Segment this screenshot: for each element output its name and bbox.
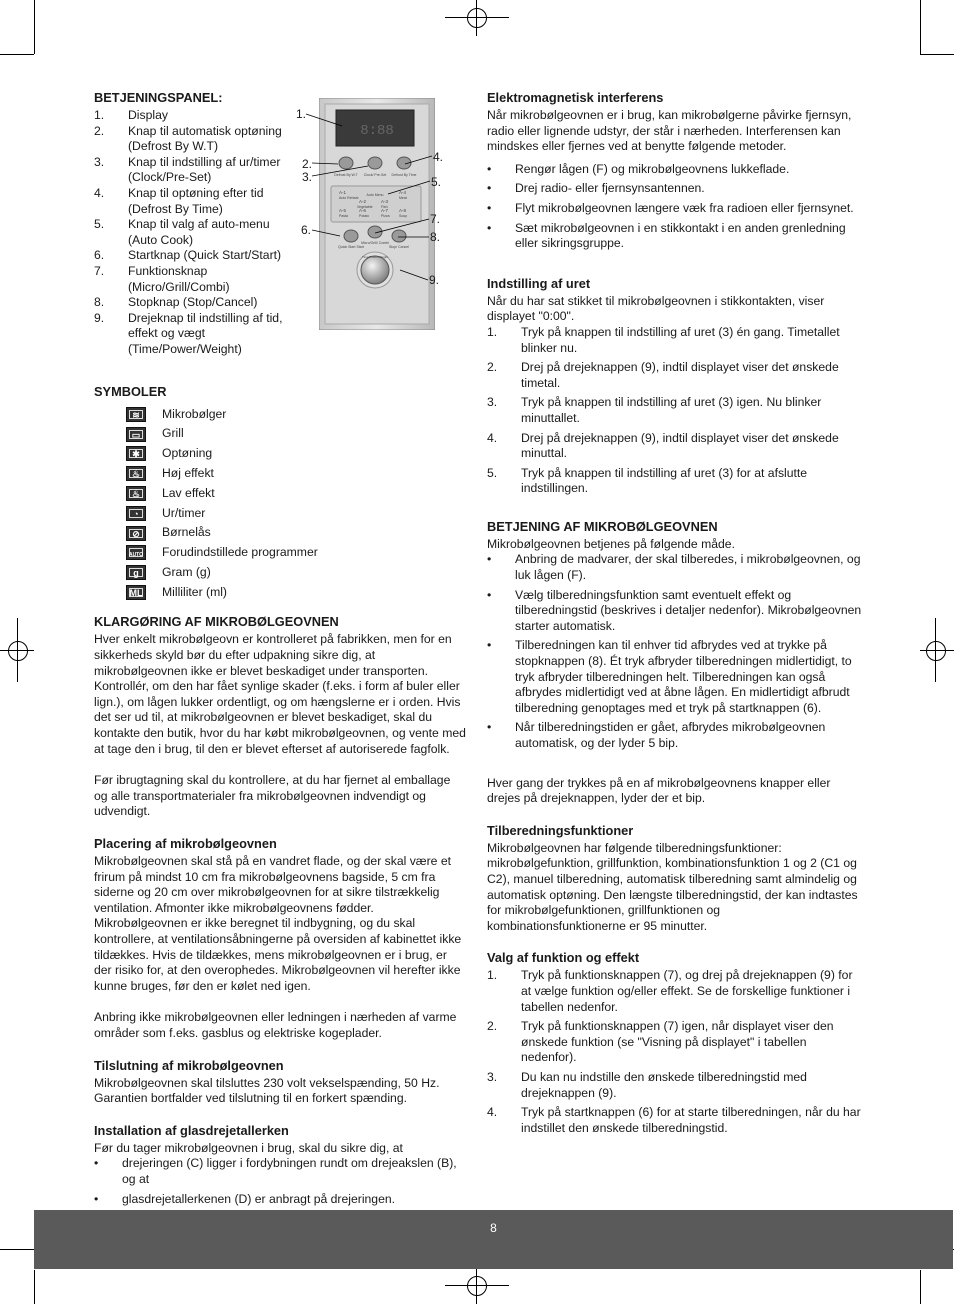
item-number: 1. bbox=[487, 968, 498, 983]
item-text: Tryk på knappen til indstilling af uret (3) igen. Nu blinker minuttallet. bbox=[521, 395, 822, 425]
item-number: 4. bbox=[487, 430, 498, 445]
item-text: Knap til valg af auto-menu (Auto Cook) bbox=[128, 217, 270, 247]
crop-mark bbox=[920, 0, 921, 54]
operate-list bbox=[487, 552, 862, 751]
auto-cook-icon: AUTO bbox=[126, 545, 146, 560]
list-item bbox=[94, 108, 299, 124]
subsection-title: Elektromagnetisk interferens bbox=[487, 90, 664, 105]
item-number: 8. bbox=[94, 295, 105, 310]
list-item bbox=[94, 311, 299, 358]
item-text: Knap til indstilling af ur/timer (Clock/Pre-Set) bbox=[128, 154, 281, 185]
subsection-title: Indstilling af uret bbox=[487, 275, 591, 291]
item-number: 1. bbox=[487, 324, 498, 339]
svg-text:A-7: A-7 bbox=[381, 208, 389, 213]
item-text: Drej på drejeknappen (9), indtil displayet viser det ønskede timetal. bbox=[521, 360, 839, 390]
subsection-title: Installation af glasdrejetallerken bbox=[94, 1122, 289, 1138]
list-item bbox=[94, 217, 299, 248]
low-power-icon: ♨ bbox=[126, 486, 146, 501]
symbol-label: Høj effekt bbox=[162, 465, 214, 480]
svg-text:A-4: A-4 bbox=[399, 190, 407, 195]
emi-list bbox=[487, 162, 862, 252]
svg-text:8:88: 8:88 bbox=[360, 123, 394, 139]
list-item bbox=[487, 1070, 862, 1101]
item-text: Tryk på knappen til indstilling af uret (3) én gang. Timetallet blinker nu. bbox=[521, 324, 840, 355]
crop-mark bbox=[17, 618, 18, 682]
symbol-row bbox=[94, 464, 466, 484]
btn-label: Defrost By Time bbox=[391, 173, 417, 177]
list-item bbox=[487, 588, 862, 635]
symbol-row bbox=[94, 444, 466, 464]
list-item bbox=[487, 162, 862, 178]
paragraph: Når du har sat stikket til mikrobølgeovnen i stikkontakten, viser displayet "0:00". bbox=[487, 293, 825, 324]
callout-5: 5. bbox=[431, 175, 442, 189]
item-number: 7. bbox=[94, 263, 105, 278]
crop-mark bbox=[920, 650, 954, 651]
svg-text:Vegetable: Vegetable bbox=[357, 205, 373, 209]
svg-text:Soup: Soup bbox=[399, 214, 408, 218]
callout-8: 8. bbox=[430, 230, 441, 244]
item-text: Display bbox=[128, 108, 168, 122]
list-item bbox=[487, 552, 862, 583]
paragraph: Mikrobølgeovnen har følgende tilberedningsfunktioner: mikrobølgefunktion, grillfunktion, kombinationsfunktion 1 og 2 (C1 og C2), manuel tilberedning, automatisk tilberedning samt almindelig og automatisk optøning. Den længste tilberedningstid, der kan indtastes for mikrobølgefunktionen, grillfunktionen og kombinationsfunktionerne er 95 minutter. bbox=[487, 840, 858, 933]
symbol-label: Forudindstillede programmer bbox=[162, 545, 318, 560]
list-item bbox=[487, 968, 862, 1015]
section-title: BETJENING AF MIKROBØLGEOVNEN bbox=[487, 518, 718, 534]
svg-text:Micro/Grill/ Combi: Micro/Grill/ Combi bbox=[361, 241, 389, 245]
paragraph: Mikrobølgeovnen skal tilsluttes 230 volt vekselspænding, 50 Hz. Garantien bortfalder ved tilslutning til en forkert spænding. bbox=[94, 1075, 440, 1106]
symbol-row bbox=[94, 543, 466, 563]
symbol-label: Grill bbox=[162, 426, 184, 441]
list-item bbox=[487, 325, 862, 356]
crop-mark bbox=[476, 1268, 477, 1304]
item-text: Drej på drejeknappen (9), indtil displayet viser det ønskede minuttal. bbox=[521, 430, 839, 461]
callout-6: 6. bbox=[301, 223, 312, 237]
item-number: 3. bbox=[94, 154, 105, 169]
list-item bbox=[94, 264, 299, 295]
item-text: Rengør lågen (F) og mikrobølgeovnens lukkeflade. bbox=[515, 161, 790, 176]
callout-7: 7. bbox=[430, 212, 441, 226]
item-text: Tryk på knappen til indstilling af uret (3) for at afslutte indstillingen. bbox=[521, 465, 808, 496]
symbol-row bbox=[94, 484, 466, 504]
bullet-icon: • bbox=[487, 220, 492, 235]
symbol-label: Mikrobølger bbox=[162, 406, 227, 421]
symbol-row bbox=[94, 523, 466, 543]
callout-1: 1. bbox=[296, 107, 307, 121]
bullet-icon: • bbox=[487, 720, 492, 735]
panel-list bbox=[94, 108, 299, 358]
page-footer bbox=[34, 1210, 953, 1269]
symbol-row bbox=[94, 503, 466, 523]
item-text: Knap til automatisk optøning (Defrost By W.T) bbox=[128, 123, 282, 154]
install-list bbox=[94, 1156, 466, 1207]
subsection-title: Placering af mikrobølgeovnen bbox=[94, 836, 277, 851]
svg-text:A-5: A-5 bbox=[339, 208, 347, 213]
list-item bbox=[94, 155, 299, 186]
svg-text:Potato: Potato bbox=[359, 214, 370, 218]
bullet-icon: • bbox=[487, 638, 492, 653]
paragraph: Hver gang der trykkes på en af mikrobølgeovnens knapper eller drejes på drejeknappen, lyder der et bip. bbox=[487, 775, 831, 806]
paragraph: Før ibrugtagning skal du kontrollere, at du har fjernet al emballage og alle transportmaterialer fra mikrobølgeovnen indvendigt og udvendigt. bbox=[94, 773, 451, 819]
clock-icon: ◔ bbox=[126, 506, 146, 521]
item-text: Startknap (Quick Start/Start) bbox=[128, 248, 282, 263]
clock-list bbox=[487, 325, 862, 497]
paragraph: Når mikrobølgeovnen er i brug, kan mikrobølgerne påvirke fjernsyn, radio eller lignende udstyr, der står i nærheden. Interferensen kan mindskes eller fjernes ved at benytte følgende metoder. bbox=[487, 108, 852, 154]
microwave-icon: ≋ bbox=[126, 407, 146, 422]
symbol-label: Ur/timer bbox=[162, 505, 206, 520]
right-column bbox=[487, 90, 862, 1140]
item-number: 5. bbox=[487, 465, 498, 480]
crop-mark bbox=[920, 1270, 921, 1304]
btn-label: Clock/ Pre-Set bbox=[363, 173, 387, 177]
item-number: 4. bbox=[487, 1105, 498, 1120]
item-text: Knap til optøning efter tid (Defrost By Time) bbox=[128, 185, 264, 216]
list-item bbox=[487, 201, 862, 217]
choose-list bbox=[487, 968, 862, 1136]
symbol-row bbox=[94, 583, 466, 603]
list-item bbox=[487, 395, 862, 426]
gram-icon: g bbox=[126, 565, 146, 580]
item-text: Sæt mikrobølgeovnen i en stikkontakt i en anden grenledning eller sikringsgruppe. bbox=[515, 220, 846, 251]
svg-text:A-6: A-6 bbox=[359, 208, 367, 213]
item-number: 6. bbox=[94, 248, 105, 263]
symbol-label: Lav effekt bbox=[162, 485, 215, 500]
item-text: Tilberedningen kan til enhver tid afbrydes ved at trykke på stopknappen (8). Ét tryk afbryder tilberedningen midlertidigt, to tryk afbryder tilberedningen helt. Tilberedningen kan også afbrydes midlertidigt ved at åbne lågen. En midlertidigt afbrudt tilberedning genoptages med et tryk på startknappen (6). bbox=[515, 638, 852, 715]
list-item bbox=[94, 124, 299, 155]
item-text: Anbring de madvarer, der skal tilberedes, i mikrobølgeovnen, og luk lågen (F). bbox=[515, 552, 861, 583]
list-item bbox=[94, 186, 299, 217]
section-title: KLARGØRING AF MIKROBØLGEOVNEN bbox=[94, 614, 339, 630]
paragraph: Hver enkelt mikrobølgeovn er kontrolleret på fabrikken, men for en sikkerheds skyld bør du efter udpakning sikre dig, at mikrobølgeovnen ikke er blevet beskadiget under transporten. Kontrollér, om den har fået synlige skader (f.eks. i form af buler eller lign.), om lågen lukker ordentligt, og om hængslerne er i orden. Hvis det ser ud til, at mikrobølgeovnen er blevet beskadiget, skal du kontakte den butik, hvor du har købt mikrobølgeovnen, og vente med at tage den i brug, til den er blevet efterset af autoriserede fagfolk. bbox=[94, 632, 466, 756]
item-number: 2. bbox=[487, 1019, 498, 1034]
paragraph: Mikrobølgeovnen betjenes på følgende måde. bbox=[487, 536, 735, 551]
crop-mark bbox=[0, 1249, 34, 1250]
svg-text:Time/Power/Weight: Time/Power/Weight bbox=[361, 255, 389, 259]
item-number: 1. bbox=[94, 108, 105, 122]
bullet-icon: • bbox=[487, 200, 492, 215]
paragraph: Mikrobølgeovnen skal stå på en vandret flade, og der skal være et frirum på mindst 10 cm fra mikrobølgeovnens bagside, 5 cm fra siderne og 20 cm over mikrobølgeovnen for at sikre tilstrækkelig ventilation. Afmonter ikke mikrobølgeovnens fødder. Mikrobølgeovnen er ikke beregnet til indbygning, og du skal kontrollere, at ventilationsåbningerne på oversiden af kabinettet ikke tildækkes. Hvis de tildækkes, mens mikrobølgeovnen er i brug, er der risiko for, at den overophedes. Mikrobølgeovnen vil herefter ikke kunne bruges, før den er kølet ned igen. bbox=[94, 854, 462, 993]
item-text: Tryk på funktionsknappen (7), og drej på drejeknappen (9) for at vælge funktion og/eller effekt. Se de forskellige funktioner i tabellen nedenfor. bbox=[521, 968, 853, 1014]
svg-text:A-3: A-3 bbox=[381, 199, 389, 204]
symbol-row bbox=[94, 563, 466, 583]
paragraph: Anbring ikke mikrobølgeovnen eller ledningen i nærheden af varme områder som f.eks. gasblus og elektriske kogeplader. bbox=[94, 1010, 457, 1040]
item-text: Stopknap (Stop/Cancel) bbox=[128, 295, 258, 310]
symbol-row bbox=[94, 405, 466, 425]
svg-text:Fish: Fish bbox=[381, 205, 388, 209]
crop-mark bbox=[445, 1285, 509, 1286]
item-text: drejeringen (C) ligger i fordybningen rundt om drejeakslen (B), og at bbox=[122, 1156, 457, 1186]
defrost-icon: ✱ bbox=[126, 446, 146, 461]
registration-mark bbox=[8, 641, 28, 661]
crop-mark bbox=[920, 54, 954, 55]
list-item bbox=[94, 1156, 466, 1187]
crop-mark bbox=[34, 0, 35, 54]
subsection-title: Tilslutning af mikrobølgeovnen bbox=[94, 1057, 284, 1073]
svg-text:Pasta: Pasta bbox=[339, 214, 348, 218]
item-text: Funktionsknap (Micro/Grill/Combi) bbox=[128, 263, 230, 294]
item-number: 5. bbox=[94, 217, 105, 232]
crop-mark bbox=[445, 17, 509, 18]
bullet-icon: • bbox=[94, 1191, 99, 1206]
subsection-title: Valg af funktion og effekt bbox=[487, 950, 640, 966]
item-number: 3. bbox=[487, 395, 498, 410]
registration-mark bbox=[467, 1276, 487, 1296]
list-item bbox=[487, 1105, 862, 1136]
high-power-icon: ♨ bbox=[126, 466, 146, 481]
item-text: Når tilberedningstiden er gået, afbrydes mikrobølgeovnen automatisk, og der lyder 5 bip. bbox=[515, 720, 826, 750]
bullet-icon: • bbox=[487, 552, 492, 567]
list-item bbox=[487, 431, 862, 462]
item-number: 4. bbox=[94, 185, 105, 200]
symbol-list bbox=[94, 405, 466, 603]
crop-mark bbox=[935, 618, 936, 682]
svg-text:Pizza: Pizza bbox=[381, 214, 390, 218]
bullet-icon: • bbox=[94, 1156, 99, 1171]
callout-leader-lines bbox=[290, 100, 450, 300]
item-number: 3. bbox=[487, 1069, 498, 1084]
crop-mark bbox=[34, 1270, 35, 1304]
list-item bbox=[487, 466, 862, 497]
item-text: Drej radio- eller fjernsynsantennen. bbox=[515, 181, 705, 196]
symbol-row bbox=[94, 424, 466, 444]
grill-icon: ▭ bbox=[126, 427, 146, 442]
list-item bbox=[487, 1019, 862, 1066]
svg-text:Stop/ Cancel: Stop/ Cancel bbox=[388, 245, 410, 249]
list-item bbox=[94, 1192, 466, 1208]
svg-text:A-2: A-2 bbox=[359, 199, 367, 204]
registration-mark bbox=[467, 8, 487, 28]
callout-4: 4. bbox=[433, 150, 444, 164]
bullet-icon: • bbox=[487, 181, 492, 196]
svg-text:Meat: Meat bbox=[399, 196, 407, 200]
symbol-label: Milliliter (ml) bbox=[162, 584, 227, 599]
section-title: SYMBOLER bbox=[94, 383, 167, 399]
svg-text:A-1: A-1 bbox=[339, 190, 347, 195]
svg-text:Auto Menu: Auto Menu bbox=[366, 193, 384, 197]
item-text: Du kan nu indstille den ønskede tilberedningstid med drejeknappen (9). bbox=[521, 1069, 807, 1100]
item-number: 2. bbox=[94, 123, 105, 138]
item-text: Tryk på funktionsknappen (7) igen, når displayet viser den ønskede funktion (se "Visning på displayet" i tabellen nedenfor). bbox=[521, 1019, 834, 1065]
paragraph: Før du tager mikrobølgeovnen i brug, skal du sikre dig, at bbox=[94, 1140, 403, 1155]
item-text: Flyt mikrobølgeovnen længere væk fra radioen eller fjernsynet. bbox=[515, 200, 854, 215]
child-lock-icon: ⊘ bbox=[126, 526, 146, 541]
item-text: Tryk på startknappen (6) for at starte tilberedningen, når du har indstillet den ønskede tilberedningstid. bbox=[521, 1105, 861, 1135]
symbol-label: Børnelås bbox=[162, 525, 211, 540]
section-title: BETJENINGSPANEL: bbox=[94, 90, 223, 105]
list-item bbox=[487, 638, 862, 716]
item-number: 2. bbox=[487, 360, 498, 375]
list-item bbox=[94, 248, 299, 264]
crop-mark bbox=[0, 54, 34, 55]
item-number: 9. bbox=[94, 310, 105, 325]
item-text: glasdrejetallerkenen (D) er anbragt på drejeringen. bbox=[122, 1191, 396, 1206]
symbol-label: Optøning bbox=[162, 446, 213, 461]
milliliter-icon: ML bbox=[126, 585, 146, 600]
subsection-title: Tilberedningsfunktioner bbox=[487, 822, 634, 838]
list-item bbox=[487, 360, 862, 391]
list-item bbox=[487, 221, 862, 252]
symbol-label: Gram (g) bbox=[162, 564, 211, 579]
item-text: Drejeknap til indstilling af tid, effekt og vægt (Time/Power/Weight) bbox=[128, 310, 283, 356]
item-text: Vælg tilberedningsfunktion samt eventuelt effekt og tilberedningstid (beskrives i detaljer nedenfor). Mikrobølgeovnen starter automatisk. bbox=[515, 587, 862, 633]
svg-text:A-8: A-8 bbox=[399, 208, 407, 213]
callout-9: 9. bbox=[429, 273, 440, 287]
svg-text:Auto Reheat: Auto Reheat bbox=[339, 196, 359, 200]
page-number: 8 bbox=[490, 1221, 497, 1235]
bullet-icon: • bbox=[487, 161, 492, 176]
list-item bbox=[94, 295, 299, 311]
callout-3: 3. bbox=[302, 170, 313, 184]
registration-mark bbox=[926, 641, 946, 661]
callout-2: 2. bbox=[302, 157, 313, 171]
crop-mark bbox=[476, 0, 477, 36]
btn-label: Defrost By W.T bbox=[334, 173, 358, 177]
list-item bbox=[487, 181, 862, 197]
svg-text:Quick Start Start: Quick Start Start bbox=[338, 245, 364, 249]
bullet-icon: • bbox=[487, 587, 492, 602]
list-item bbox=[487, 720, 862, 751]
